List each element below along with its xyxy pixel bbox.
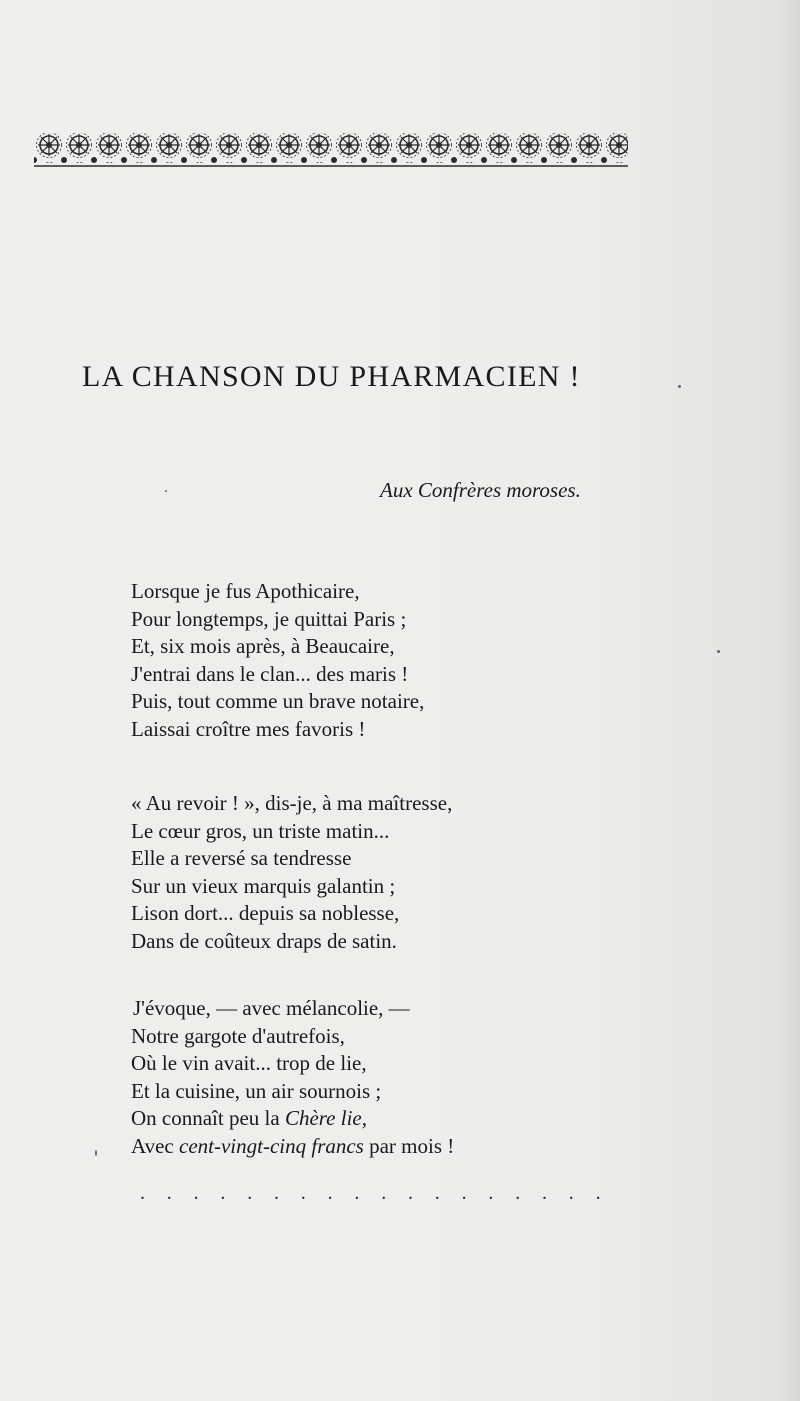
verse-line: Elle a reversé sa tendresse — [131, 846, 352, 870]
verse-line: J'entrai dans le clan... des maris ! — [131, 661, 409, 686]
verse-italic-text: cent-vingt-cinq francs — [179, 1133, 364, 1158]
verse-line — [131, 1133, 454, 1161]
verse-line: « Au revoir ! », dis-je, à ma maîtresse, — [131, 791, 453, 815]
paper-speck — [95, 1150, 97, 1156]
verse-line: Laissai croître mes favoris ! — [131, 716, 366, 741]
verse-line: Sur un vieux marquis galantin ; — [131, 873, 396, 898]
verse-text: On connaît peu la — [131, 1106, 285, 1130]
stanza-1 — [131, 578, 424, 743]
poem-title: LA CHANSON DU PHARMACIEN ! — [82, 360, 581, 393]
verse-line: Lorsque je fus Apothicaire, — [131, 579, 360, 603]
verse-line: Lison dort... depuis sa noblesse, — [131, 901, 400, 925]
verse-text: par mois ! — [363, 1133, 455, 1158]
verse-line — [131, 1105, 454, 1133]
verse-line: Puis, tout comme un brave notaire, — [131, 689, 425, 713]
verse-line: Notre gargote d'autrefois, — [131, 1023, 345, 1048]
verse-line: Le cœur gros, un triste matin... — [131, 818, 390, 843]
verse-italic-text: Chère lie, — [284, 1106, 367, 1130]
verse-line: Et la cuisine, un air sournois ; — [131, 1078, 382, 1103]
floral-band-icon — [34, 130, 628, 170]
verse-line: Et, six mois après, à Beaucaire, — [131, 634, 395, 658]
verse-line: Pour longtemps, je quittai Paris ; — [131, 606, 407, 631]
verse-line: Dans de coûteux draps de satin. — [131, 928, 397, 953]
dedication: Aux Confrères moroses. — [380, 478, 581, 502]
verse-line: Où le vin avait... trop de lie, — [131, 1051, 367, 1075]
ellipsis-row: . . . . . . . . . . . . . . . . . . — [140, 1182, 609, 1204]
stanza-3 — [131, 995, 454, 1160]
stanza-2 — [131, 790, 452, 955]
paper-speck — [717, 650, 720, 653]
paper-speck — [165, 490, 167, 492]
verse-text: Avec — [131, 1133, 179, 1158]
paper-speck — [678, 385, 681, 388]
verse-line: J'évoque, — avec mélancolie, — — [133, 996, 410, 1020]
